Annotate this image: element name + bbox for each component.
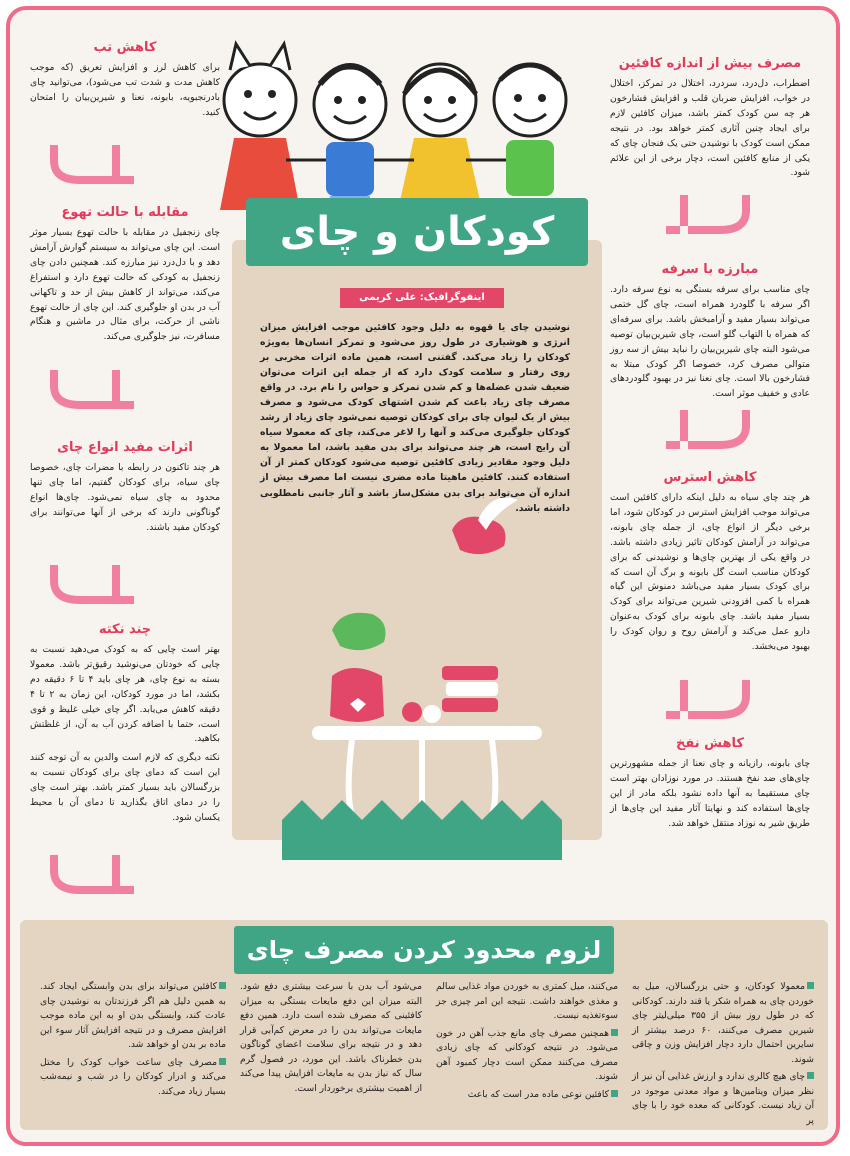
section-text: اضطراب، دل‌درد، سردرد، اختلال در تمرکز، اختلال در خواب، افزایش ضربان قلب و افزایش فشارخون هر چه سن کودک کمتر باشد، میزان کافئین لازم برای ایجاد چنین آثاری کمتر خواهد بود. در نتیجه ممکن است کودک با نوشیدن حتی یک فنجان چای که یکی از منابع کافئین است، دچار برخی از این علائم شود. xyxy=(610,78,810,179)
section-title: مبارزه با سرفه xyxy=(661,262,759,277)
bottom-paragraph: می‌شود آب بدن با سرعت بیشتری دفع شود. البته میزان این دفع مایعات بستگی به میزان کافئینی که مصرف شده است دارد. همین دفع مایعات می‌تواند بدن را در معرض کم‌آبی قرار دهد و در نتیجه برای سلامت اعضای گوناگون بدن خطرناک باشد. این مورد، در فصول گرم سال که نیاز بدن به مایعات افزایش پیدا می‌کند از اهمیت بیشتری برخوردار است. xyxy=(240,981,422,1094)
section-text: بهتر است چایی که به کودک می‌دهید نسبت به چایی که خودتان می‌نوشید رقیق‌تر باشد. معمولا بسته به نوع چای، هر چای باید ۴ تا ۶ دقیقه دم بکشد، اما در مورد کودکان، این زمان به ۲ تا ۴ دقیقه کاهش می‌یابد. اگر چای خیلی غلیظ و قوی است، حتما با اضافه کردن آب به آن، از غلظتش بکاهید. xyxy=(30,644,220,745)
section-text: هر چند چای سیاه به دلیل اینکه دارای کافئین است می‌تواند موجب افزایش استرس در کودکان شود، اما برخی دیگر از انواع چای، از جمله چای بابونه، می‌تواند در آرامش کودکان تاثیر زیادی داشته باشد. در واقع یکی از بهترین چای‌ها و نوشیدنی که برای کودکان مناسب است گل بابونه و برگ آن است که برای کودک بسیار مفید می‌باشد دمنوش این گیاه همراه با کمی افزودنی شیرین می‌تواند برای کودک بسیار مفید باشد. چای بابونه برای کودک به‌عنوان دارو عمل می‌کند و آرامش روح و روان کودک را بهبود می‌بخشد. xyxy=(610,492,810,653)
section-text: چای بابونه، رازیانه و چای نعنا از جمله مشهورترین چای‌های ضد نفخ هستند. در مورد نوزادان بهتر است چای مستقیما به آنها داده نشود بلکه مادر از این چای‌ها استفاده کند و نهایتا آثار مفید این چای‌ها از طریق شیر به نوزاد منتقل خواهد شد. xyxy=(610,758,810,829)
bottom-title-banner xyxy=(234,926,614,974)
author-label: اینفوگرافیک: علی کریمی xyxy=(340,288,504,308)
section-tips xyxy=(30,622,220,826)
bird-icon-2 xyxy=(332,613,386,650)
bottom-panel xyxy=(20,920,828,1130)
bottom-column-4 xyxy=(40,980,226,1102)
section-title: اثرات مفید انواع چای xyxy=(57,440,193,455)
bullet-icon xyxy=(219,982,226,989)
intro-text: نوشیدن چای یا قهوه به دلیل وجود کافئین موجب افزایش میزان انرژی و هوشیاری در طول روز می‌شود و تمرکز انسان‌ها به‌ویژه کودکان را زیاد می‌کند. گفتنی است، همین ماده اثرات مخربی بر روی رفتار و سلامت کودک دارد که از جمله این اثرات می‌توان ضعیف شدن عضله‌ها و کم شدن تمرکز و حواس را نام برد. در واقع مصرف چای زیاد باعث کم شدن اشتهای کودک می‌شود و مصرف بیش از یک لیوان چای برای کودکان توصیه نمی‌شود چای زیاد از رشد کودکان جلوگیری می‌کند و آنها را لاغر می‌کند، چای که معمولا سیاه آن رایج است، هر چند می‌تواند برای بدن مفید باشد، اما معمولا به دلیل وجود مقادیر زیادی کافئین توصیه می‌شود کودکان کمتر از آن استفاده کنند. کافئین ماهیتا ماده مضری نیست اما مصرف بیش از اندازه آن می‌تواند برای بدن مشکل‌ساز باشد و آثار جانبی نامطلوبی داشته باشد. xyxy=(260,322,570,514)
bottom-paragraph: همچنین مصرف چای مانع جذب آهن در خون می‌شود. در نتیجه کودکانی که چای زیادی مصرف می‌کنند ممکن است دچار کمبود آهن شوند. xyxy=(436,1027,618,1083)
bottom-column-1 xyxy=(632,980,814,1131)
bottom-paragraph: کافئین می‌تواند برای بدن وابستگی ایجاد کند. به همین دلیل هم اگر فرزندتان به نوشیدن چای عادت کند، وابستگی بدن او به این ماده موجب افزایش مصرف و در نتیجه افزایش آثار سوء این ماده بر بدن او خواهد شد. xyxy=(40,981,226,1051)
decorative-hook-icon xyxy=(50,140,140,190)
bird-icon xyxy=(452,517,506,555)
bottom-paragraph: معمولا کودکان، و حتی بزرگسالان، میل به خوردن چای به همراه شکر یا قند دارند. کودکانی که در طول روز بیش از ۳۵۵ میلی‌لیتر چای شیرین مصرف می‌کنند، ۶۰ درصد بیشتر از سایرین احتمال دارد دچار افزایش وزن و چاقی شوند. xyxy=(632,981,814,1065)
section-title: چند نکته xyxy=(98,622,152,637)
section-text: برای کاهش لرز و افزایش تعریق (که موجب کاهش مدت و شدت تب می‌شود)، می‌توانید چای بادرنجبویه، بابونه، نعنا و شیرین‌بیان را امتحان کنید. xyxy=(30,62,220,118)
section-cold xyxy=(610,262,810,402)
section-fever xyxy=(30,40,220,121)
bottom-column-2 xyxy=(436,980,618,1105)
section-title: مقابله با حالت تهوع xyxy=(61,205,189,220)
decorative-hook-icon xyxy=(660,675,750,725)
section-nausea xyxy=(30,205,220,345)
bullet-icon xyxy=(611,1029,618,1036)
bullet-icon xyxy=(611,1090,618,1097)
section-caffeine xyxy=(610,56,810,181)
decorative-hook-icon xyxy=(50,365,140,415)
section-stress xyxy=(610,470,810,655)
bullet-icon xyxy=(807,982,814,989)
decorative-hook-icon xyxy=(50,850,140,900)
section-bloating xyxy=(610,736,810,832)
section-title: کاهش تب xyxy=(93,40,157,55)
section-text: چای زنجفیل در مقابله با حالت تهوع بسیار موثر است. این چای می‌تواند به سیستم گوارش آرامش دهد و با دل‌درد نیز مبارزه کند. همچنین دادن چای زنجفیل به کودکی که حالت تهوع دارد و استفراغ می‌کند، می‌تواند از کاهش بیش از حد و تاکهانی آب در بدن او جلوگیری کند. این چای از حالت تهوع ناشی از حرکت، برای مثال در ماشین و هنگام مسافرت، نیز جلوگیری می‌کند. xyxy=(30,227,220,343)
decorative-hook-icon xyxy=(660,190,750,240)
page-title: کودکان و چای xyxy=(279,209,555,255)
bottom-column-3 xyxy=(240,980,422,1099)
bottom-paragraph: مصرف چای ساعت خواب کودک را مختل می‌کند و ادرار کودکان را در شب و نیمه‌شب بسیار زیاد می‌کند. xyxy=(40,1056,226,1097)
center-panel xyxy=(232,180,602,868)
bottom-paragraph: می‌کنند، میل کمتری به خوردن مواد غذایی سالم و مغذی خواهند داشت. نتیجه این امر چیزی جز سوءتغذیه نیست. xyxy=(436,981,618,1022)
tea-table-illustration xyxy=(282,490,562,860)
section-text: هر چند تاکنون در رابطه با مضرات چای، خصوصا چای سیاه، برای کودکان گفتیم، اما چای تنها محدود به چای سیاه نمی‌شود. چای‌ها انواع گوناگونی دارند که برخی از آنها می‌توانند برای کودکان مفید باشند. xyxy=(30,462,220,533)
section-benefits xyxy=(30,440,220,536)
section-title: کاهش نفخ xyxy=(676,736,744,751)
decorative-hook-icon xyxy=(660,405,750,455)
child-4 xyxy=(494,64,566,196)
decorative-hook-icon xyxy=(50,560,140,610)
bullet-icon xyxy=(219,1058,226,1065)
section-text: نکته دیگری که لازم است والدین به آن توجه کنند این است که دمای چای برای کودکان نسبت به بزرگسالان باید بسیار کمتر باشد. بهتر است چای را در دمای اتاق بگذارید تا دمای آن با محیط یکسان شود. xyxy=(30,752,220,823)
bottom-paragraph: کافئین نوعی ماده مدر است که باعث xyxy=(436,1088,618,1103)
teapot-icon xyxy=(330,668,384,722)
title-banner xyxy=(246,198,588,266)
section-title: مصرف بیش از اندازه کافئین xyxy=(618,56,802,71)
bottom-paragraph: چای هیچ کالری ندارد و ارزش غذایی آن نیز از نظر میزان ویتامین‌ها و مواد معدنی موجود در آن زیاد نیست. کودکانی که معده خود را با چای پر xyxy=(632,1071,814,1126)
bottom-title: لزوم محدود کردن مصرف چای xyxy=(246,936,602,964)
section-text: چای مناسب برای سرفه بستگی به نوع سرفه دارد. اگر سرفه با گلودرد همراه است، چای گل ختمی می‌تواند بسیار مفید و آرامبخش باشد. برای سرفه‌ای که همراه با التهاب گلو است، چای شیرین‌بیان توصیه می‌شود البته چای شیرین‌بیان را نباید بیش از سه روز متوالی مصرف کرد، خصوصا اگر کودک مبتلا به فشارخون بالا است. چای نعنا نیز در بهبود گلودردهای عادی و خفیف موثر است. xyxy=(610,284,810,400)
section-title: کاهش استرس xyxy=(663,470,757,485)
bullet-icon xyxy=(807,1072,814,1079)
